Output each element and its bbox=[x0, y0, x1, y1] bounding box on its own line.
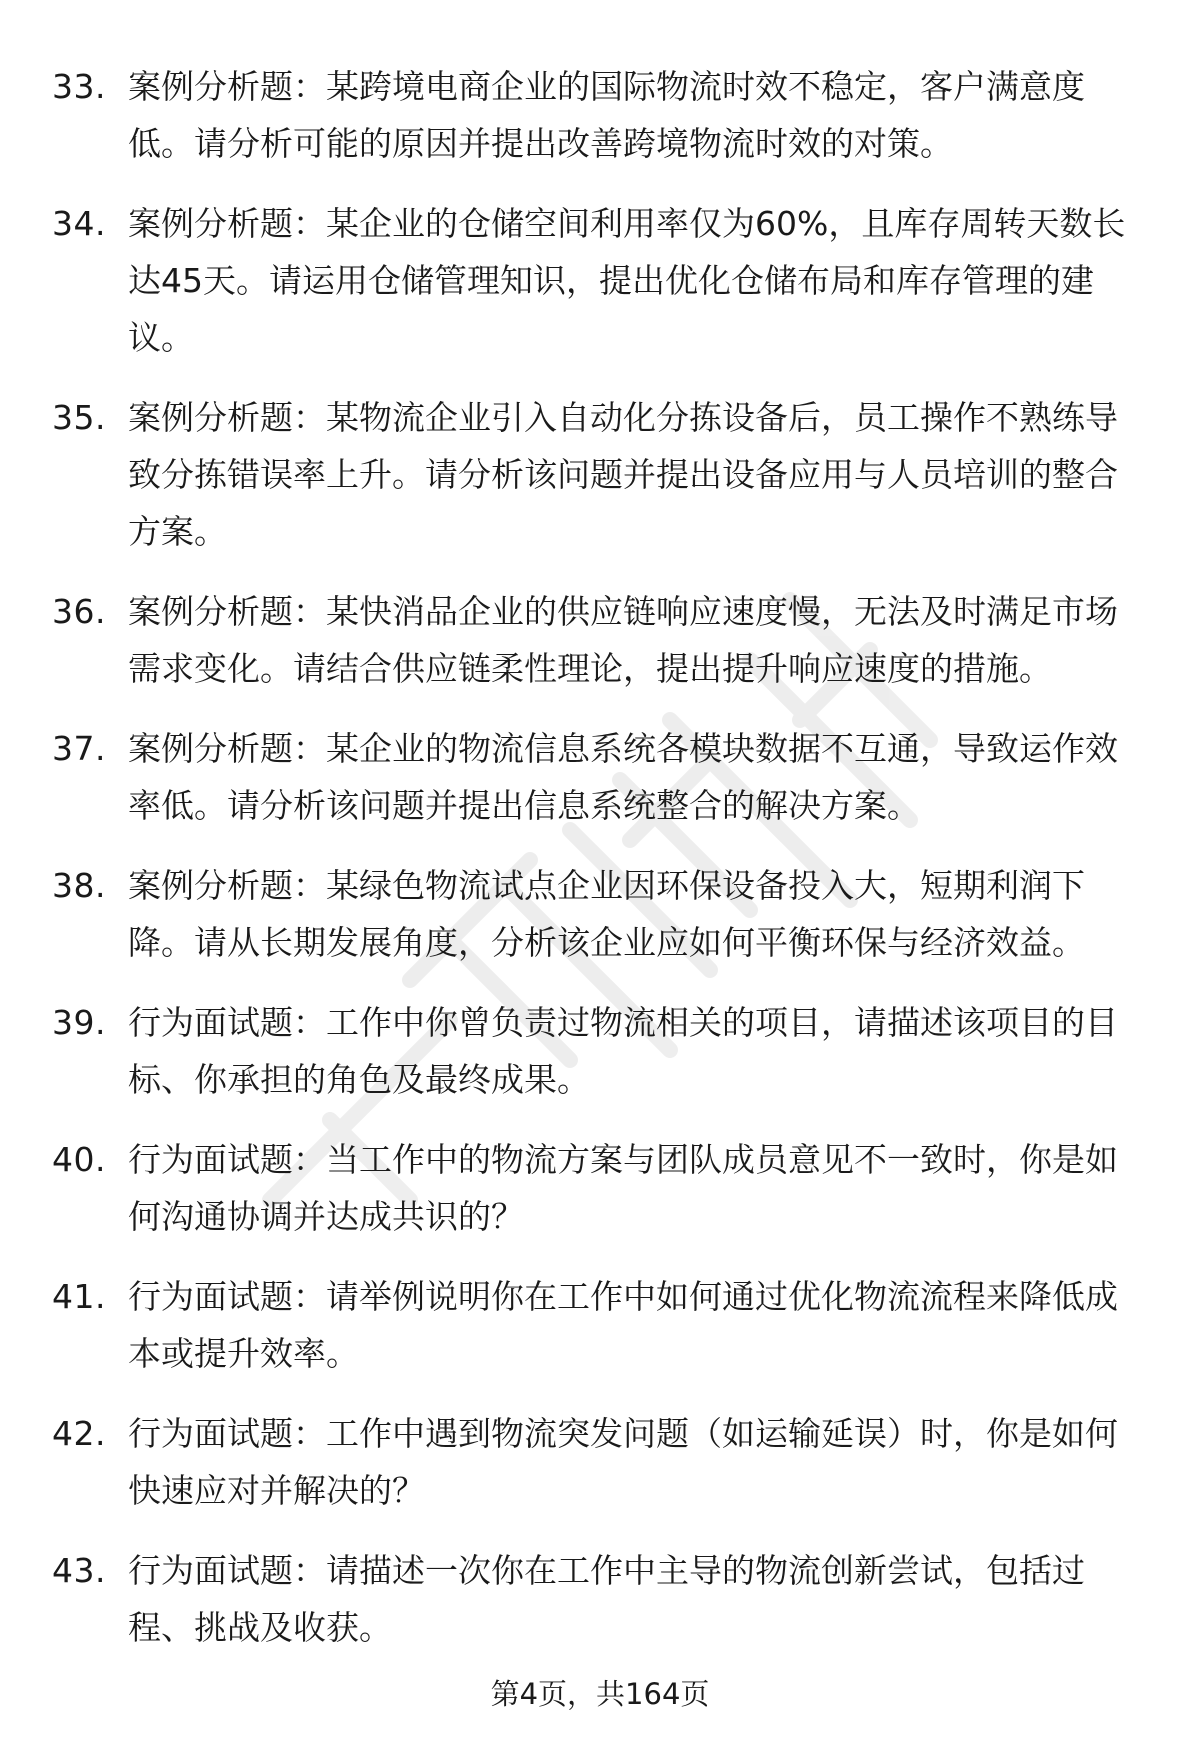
question-text: 案例分析题：某绿色物流试点企业因环保设备投入大，短期利润下降。请从长期发展角度，分析该企业应如何平衡环保与经济效益。 bbox=[128, 866, 1085, 962]
question-text: 案例分析题：某跨境电商企业的国际物流时效不稳定，客户满意度低。请分析可能的原因并提出改善跨境物流时效的对策。 bbox=[128, 67, 1085, 163]
question-text: 行为面试题：当工作中的物流方案与团队成员意见不一致时，你是如何沟通协调并达成共识的？ bbox=[128, 1140, 1118, 1236]
question-number: 33. bbox=[52, 67, 106, 106]
question-text: 行为面试题：请描述一次你在工作中主导的物流创新尝试，包括过程、挑战及收获。 bbox=[128, 1551, 1085, 1647]
question-item bbox=[52, 1405, 1152, 1519]
question-number: 35. bbox=[52, 398, 106, 437]
question-number: 34. bbox=[52, 204, 106, 243]
question-item bbox=[52, 1131, 1152, 1245]
question-text: 行为面试题：工作中遇到物流突发问题（如运输延误）时，你是如何快速应对并解决的？ bbox=[128, 1414, 1118, 1510]
question-text: 案例分析题：某快消品企业的供应链响应速度慢，无法及时满足市场需求变化。请结合供应链柔性理论，提出提升响应速度的措施。 bbox=[128, 592, 1118, 688]
page-number-label: 第4页，共164页 bbox=[490, 1677, 710, 1711]
question-item bbox=[52, 58, 1152, 172]
question-list bbox=[52, 58, 1152, 1679]
question-text: 行为面试题：请举例说明你在工作中如何通过优化物流流程来降低成本或提升效率。 bbox=[128, 1277, 1118, 1373]
question-item bbox=[52, 857, 1152, 971]
question-text: 案例分析题：某物流企业引入自动化分拣设备后，员工操作不熟练导致分拣错误率上升。请分析该问题并提出设备应用与人员培训的整合方案。 bbox=[128, 398, 1118, 551]
question-number: 41. bbox=[52, 1277, 106, 1316]
question-item bbox=[52, 994, 1152, 1108]
question-item bbox=[52, 1268, 1152, 1382]
question-number: 38. bbox=[52, 866, 106, 905]
question-item bbox=[52, 720, 1152, 834]
question-number: 42. bbox=[52, 1414, 106, 1453]
page-footer bbox=[0, 1674, 1200, 1714]
question-item bbox=[52, 1542, 1152, 1656]
question-number: 40. bbox=[52, 1140, 106, 1179]
question-text: 案例分析题：某企业的物流信息系统各模块数据不互通，导致运作效率低。请分析该问题并提出信息系统整合的解决方案。 bbox=[128, 729, 1118, 825]
question-item bbox=[52, 389, 1152, 560]
question-number: 39. bbox=[52, 1003, 106, 1042]
question-text: 行为面试题：工作中你曾负责过物流相关的项目，请描述该项目的目标、你承担的角色及最终成果。 bbox=[128, 1003, 1118, 1099]
question-number: 36. bbox=[52, 592, 106, 631]
question-number: 37. bbox=[52, 729, 106, 768]
question-item bbox=[52, 583, 1152, 697]
question-item bbox=[52, 195, 1152, 366]
question-text: 案例分析题：某企业的仓储空间利用率仅为60%，且库存周转天数长达45天。请运用仓储管理知识，提出优化仓储布局和库存管理的建议。 bbox=[128, 204, 1126, 357]
question-number: 43. bbox=[52, 1551, 106, 1590]
